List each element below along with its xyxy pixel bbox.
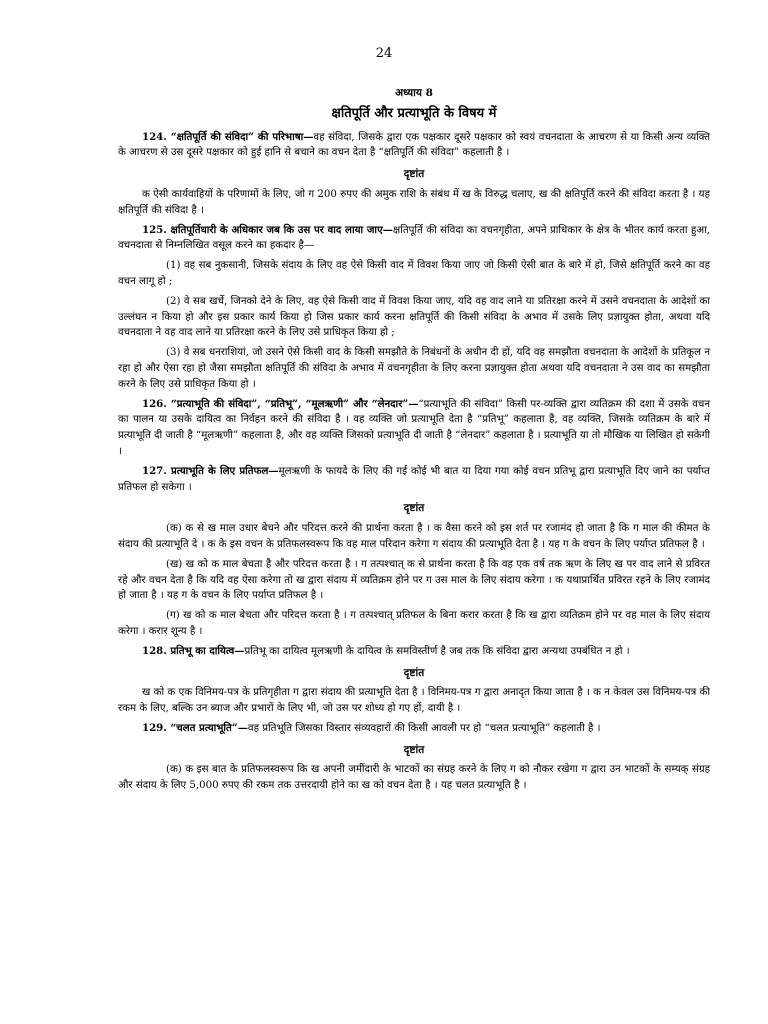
section-129-text: वह प्रतिभूति जिसका विस्तार संव्यवहारों की किसी आवली पर हो “चलत प्रत्याभूति” कहलाती है । [247,722,601,734]
chapter-heading: अध्याय 8 [395,87,433,99]
section-127 [118,464,710,496]
section-127-illustration-b: (ख) ख को क माल बेचता है और परिदत्त करता है । ग तत्पश्चात् क से प्रार्थना करता है कि वह एक वर्ष तक ऋण के लिए ख पर वाद लाने से प्रविरत रहे और वचन देता है कि यदि वह ऐसा करेगा तो ख द्वारा संदाय में व्यतिक्रम होने पर ग उस माल के लिए संदाय करेगा । क यथाप्रार्थित प्रविरत रहने के लिए रजामंद हो जाता है । यह ग के वचन के लिए पर्याप्त प्रतिफल है । [118,558,710,602]
section-125-text: क्षतिपूर्ति की संविदा का वचनगृहीता, अपने प्राधिकार के क्षेत्र के भीतर कार्य करता हुआ, वचनदाता से निम्नलिखित वसूल करने का हकदार है— [118,224,710,252]
section-129-illustration-heading: दृष्टांत [403,743,425,756]
section-128-heading: 128. प्रतिभू का दायित्व— [142,644,245,657]
page-content [118,86,710,798]
section-127-heading: 127. प्रत्याभूति के लिए प्रतिफल— [142,464,279,477]
section-125-clause-2: (2) वे सब खर्चे, जिनको देने के लिए, वह ऐसे किसी वाद में विवश किया जाए, यदि वह वाद लाने या प्रतिरक्षा करने में उसने वचनदाता के आदेशों का उल्लंघन न किया हो और इस प्रकार कार्य किया हो जिस प्रकार कार्य करना क्षतिपूर्ति की किसी संविदा के अभाव में उसके लिए प्रज्ञायुक्त होता, अथवा यदि वचनदाता ने वह वाद लाने या प्रतिरक्षा करने के लिए उसे प्राधिकृत किया हो ; [118,295,710,339]
page-number: 24 [375,46,393,61]
section-127-illustration-a: (क) क से ख माल उधार बेचने और परिदत्त करने की प्रार्थना करता है । क वैसा करने को इस शर्त पर रजामंद हो जाता है कि ग माल की कीमत के संदाय की प्रत्याभूति दे । क के इस वचन के प्रतिफलस्वरूप कि वह माल परिदान करेगा ग संदाय की प्रत्याभूति देता है । यह ग के वचन के लिए पर्याप्त प्रतिफल है । [118,523,710,550]
section-128-text: प्रतिभू का दायित्व मूलऋणी के दायित्व के समविस्तीर्ण है जब तक कि संविदा द्वारा अन्यथा उपबंधित न हो । [244,645,630,657]
section-127-illustration-c: (ग) ख को क माल बेचता और परिदत्त करता है । ग तत्पश्चात् प्रतिफल के बिना करार करता है कि ख द्वारा व्यतिक्रम होने पर वह माल के लिए संदाय करेगा । करार शून्य है । [118,610,710,637]
section-129-heading: 129. “चलत प्रत्याभूति”— [142,721,248,734]
section-125-heading: 125. क्षतिपूर्तिधारी के अधिकार जब कि उस पर वाद लाया जाए— [142,223,393,236]
section-128-illustration-heading: दृष्टांत [403,666,425,679]
chapter-title: क्षतिपूर्ति और प्रत्याभूति के विषय में [331,105,497,121]
section-124-text: वह संविदा, जिसके द्वारा एक पक्षकार दूसरे पक्षकार को स्वयं वचनदाता के आचरण से या किसी अन्य व्यक्ति के आचरण से उस दूसरे पक्षकार को हुई हानि से बचाने का वचन देता है “क्षतिपूर्ति की संविदा” कहलाती है । [118,131,710,159]
section-128-illustration: ख को क एक विनिमय-पत्र के प्रतिगृहीता ग द्वारा संदाय की प्रत्याभूति देता है । विनिमय-पत्र ग द्वारा अनादृत किया जाता है । क न केवल उस विनिमय-पत्र की रकम के लिए, बल्कि उन ब्याज और प्रभारों के लिए भी, जो उस पर शोध्य हो गए हों, दायी है । [118,687,710,715]
section-126-heading: 126. “प्रत्याभूति की संविदा”, “प्रतिभू”, “मूलऋणी” और “लेनदार”— [142,397,419,410]
section-127-text: मूलऋणी के फायदे के लिए की गई कोई भी बात या दिया गया कोई वचन प्रतिभू द्वारा प्रत्याभूति दिए जाने का पर्याप्त प्रतिफल हो सकेगा । [118,465,710,493]
section-124-heading: 124. “क्षतिपूर्ति की संविदा” की परिभाषा— [142,130,314,143]
section-124 [118,130,710,162]
section-128 [118,644,710,660]
section-127-illustration-heading: दृष्टांत [403,502,425,515]
section-124-illustration: क ऐसी कार्यवाहियों के परिणामों के लिए, जो ग 200 रुपए की अमुक राशि के संबंध में ख के विरुद्ध चलाए, ख की क्षतिपूर्ति करने की संविदा करता है । यह क्षतिपूर्ति की संविदा है । [118,188,710,216]
section-124-illustration-heading: दृष्टांत [403,168,425,181]
section-125-clause-3: (3) वे सब धनराशियां, जो उसने ऐसे किसी वाद के किसी समझौते के निबंधनों के अधीन दी हों, यदि वह समझौता वचनदाता के आदेशों के प्रतिकूल न रहा हो और ऐसा रहा हो जैसा समझौता क्षतिपूर्ति की संविदा के अभाव में वचनगृहीता के लिए करना प्रज्ञायुक्त होता अथवा यदि वचनदाता ने उस वाद का समझौता करने के लिए उसे प्राधिकृत किया हो । [118,347,710,390]
section-126 [118,397,710,460]
section-125-clause-1: (1) वह सब नुकसानी, जिसके संदाय के लिए वह ऐसे किसी वाद में विवश किया जाए जो किसी ऐसी बात के बारे में हो, जिसे क्षतिपूर्ति करने का वह वचन लागू हो ; [118,260,710,287]
section-126-text: “प्रत्याभूति की संविदा” किसी पर-व्यक्ति द्वारा व्यतिक्रम की दशा में उसके वचन का पालन या उसके दायित्व का निर्वहन करने की संविदा है । वह व्यक्ति जो प्रत्याभूति देता है “प्रतिभू” कहलाता है, वह व्यक्ति, जिसके व्यतिक्रम के बारे में प्रत्याभूति दी जाती है “मूलऋणी” कहलाता है, और वह व्यक्ति जिसको प्रत्याभूति दी जाती है “लेनदार” कहलाता है । प्रत्याभूति या तो मौखिक या लिखित हो सकेगी । [118,398,710,457]
section-129 [118,721,710,737]
section-129-illustration-a: (क) क इस बात के प्रतिफलस्वरूप कि ख अपनी जमींदारी के भाटकों का संग्रह करने के लिए ग को नौकर रखेगा ग द्वारा उन भाटकों के सम्यक् संग्रह और संदाय के लिए 5,000 रुपए की रकम तक उत्तरदायी होने का ख को वचन देता है । यह चलत प्रत्याभूति है । [118,764,710,792]
section-125 [118,223,710,255]
